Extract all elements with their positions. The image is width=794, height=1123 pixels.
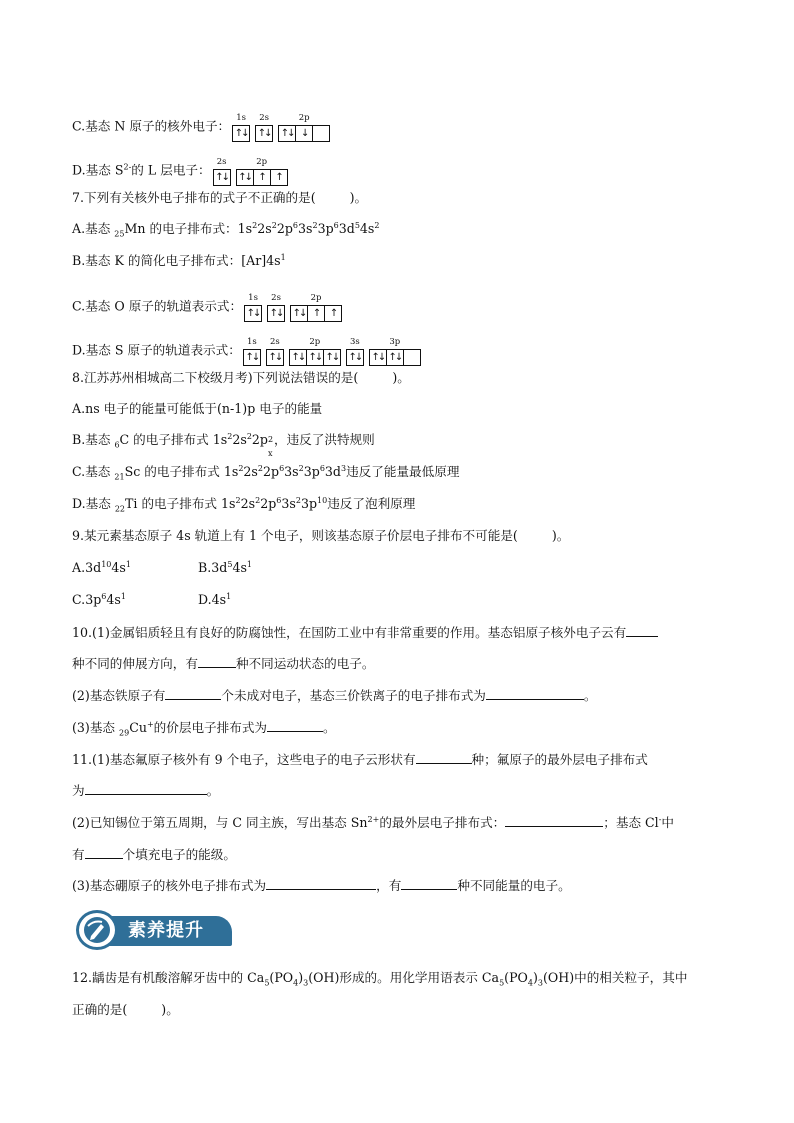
- q11-line-5: (3)基态硼原子的核外电子排布式为 ，有 种不同能量的电子。: [72, 878, 571, 893]
- orbital-label: 2p: [310, 293, 322, 303]
- orbital-group-2s: [213, 156, 231, 186]
- orbital-group-1s: [232, 112, 250, 142]
- q8-option-a: A.ns 电子的能量可能低于(n-1)p 电子的能量: [72, 401, 323, 416]
- q7-option-a: A.基态 $_{25}$Mn 的电子排布式：$1s^22s^22p^63s^23p^63d^54s^2$: [72, 220, 380, 239]
- q11-line-4: 有 个填充电子的能级。: [72, 847, 236, 862]
- q8-option-d: D.基态 $_{22}$Ti 的电子排布式 $1s^22s^22p^63s^23p^{10}$违反了泡利原理: [72, 495, 416, 514]
- q12-line-1: 12.龋齿是有机酸溶解牙齿中的 $Ca_5(PO_4)_3(OH)$形成的。用化学用语表示 $Ca_5(PO_4)_3(OH)$中的相关粒子，其中: [72, 970, 688, 988]
- orbital-box: ↑↓: [237, 170, 254, 185]
- answer-blank[interactable]: [85, 782, 207, 795]
- orbital-diagram-o: [244, 292, 347, 322]
- orbital-box: [404, 350, 420, 365]
- orbital-label: 2s: [259, 113, 270, 123]
- orbital-box: ↑↓: [257, 128, 271, 139]
- q7-option-d: D.基态 S 原子的轨道表示式： 1s ↑↓ 2s ↑↓ 2p ↑↓ ↑↓ ↑↓ 3s ↑↓ 3p ↑↓ ↑↓: [72, 336, 426, 366]
- orbital-box: ↑↓: [215, 172, 228, 183]
- orbital-label: 2p: [298, 113, 310, 123]
- q6-option-d: D.基态 $S^{2-}$的 L 层电子： 2s ↑↓ 2p ↑↓ ↑ ↑: [72, 156, 293, 186]
- orbital-label: 1s: [248, 293, 258, 303]
- orbital-group-1s: [244, 292, 262, 322]
- q8-option-b: B.基态 $_6$C 的电子排布式 $1s^22s^22p$ 2 x ，违反了洪特规则: [72, 431, 375, 458]
- q7-option-b: B.基态 K 的简化电子排布式：$[Ar]4s^1$: [72, 252, 286, 268]
- q8-option-c: C.基态 $_{21}$Sc 的电子排布式 $1s^22s^22p^63s^23p^63d^3$违反了能量最低原理: [72, 463, 460, 482]
- orbital-group-3s: [346, 336, 364, 366]
- q11-line-1: 11.(1)基态氟原子核外有 9 个电子，这些电子的电子云形状有 种；氟原子的最外层电子排布式: [72, 752, 648, 767]
- q9-stem: 9.某元素基态原子 4s 轨道上有 1 个电子，则该基态原子价层电子排布不可能是( )。: [72, 528, 570, 543]
- q12-line-2: 正确的是( )。: [72, 1002, 179, 1017]
- orbital-box: ↑↓: [268, 352, 282, 363]
- answer-blank[interactable]: [267, 719, 323, 732]
- orbital-group-2p: [278, 112, 330, 142]
- orbital-label: 2s: [216, 157, 227, 167]
- orbital-group-2p: [289, 336, 341, 366]
- orbital-box: ↑↓: [290, 350, 307, 365]
- orbital-group-2p: [236, 156, 288, 186]
- orbital-box: ↑: [275, 172, 282, 183]
- orbital-box: ↑↓: [245, 352, 259, 363]
- orbital-group-3p: [369, 336, 421, 366]
- orbital-label: 2p: [256, 157, 268, 167]
- q9-option-a: $A.3d^{10}4s^1$: [72, 559, 131, 575]
- orbital-label: 3s: [349, 337, 360, 347]
- answer-blank[interactable]: [505, 814, 603, 827]
- orbital-box: ↑↓: [387, 350, 404, 365]
- orbital-box: ↑: [308, 306, 325, 321]
- orbital-box: ↑: [254, 170, 271, 185]
- orbital-box: ↑↓: [291, 306, 308, 321]
- orbital-label: 3p: [389, 337, 401, 347]
- orbital-group-2p: [290, 292, 342, 322]
- orbital-box: ↑↓: [246, 308, 260, 319]
- orbital-diagram-s-l-shell: [213, 156, 293, 186]
- q10-line-2: 种不同的伸展方向，有 种不同运动状态的电子。: [72, 656, 375, 671]
- orbital-box: ↑: [329, 308, 337, 319]
- q10-line-1: 10.(1)金属铝质轻且有良好的防腐蚀性，在国防工业中有非常重要的作用。基态铝原子核外电子云有: [72, 624, 658, 641]
- answer-blank[interactable]: [165, 687, 221, 700]
- orbital-label: 1s: [236, 113, 247, 123]
- answer-blank[interactable]: [626, 624, 658, 637]
- orbital-box: [313, 126, 329, 141]
- orbital-box: ↑↓: [325, 352, 339, 363]
- orbital-box: ↑↓: [279, 126, 296, 141]
- answer-blank[interactable]: [416, 751, 472, 764]
- section-banner: [76, 910, 234, 950]
- orbital-box: ↑↓: [370, 350, 387, 365]
- q9-option-c: $C.3p^64s^1$: [72, 591, 126, 607]
- orbital-group-2s: [267, 292, 285, 322]
- orbital-group-1s: [243, 336, 261, 366]
- answer-blank[interactable]: [486, 687, 584, 700]
- pencil-badge-icon: [76, 910, 118, 950]
- answer-blank[interactable]: [85, 846, 123, 859]
- q8-stem: 8.江苏苏州相城高二下校级月考)下列说法错误的是( )。: [72, 370, 410, 385]
- q7-stem: 7.下列有关核外电子排布的式子不正确的是( )。: [72, 190, 368, 205]
- answer-blank[interactable]: [198, 655, 236, 668]
- q7-option-c: C.基态 O 原子的轨道表示式： 1s ↑↓ 2s ↑↓ 2p ↑↓ ↑ ↑: [72, 292, 347, 322]
- orbital-diagram-s: [243, 336, 426, 366]
- banner-title: 素养提升: [128, 920, 204, 941]
- orbital-diagram-n: [232, 112, 335, 142]
- answer-blank[interactable]: [401, 877, 457, 890]
- answer-blank[interactable]: [266, 877, 376, 890]
- q11-line-3: (2)已知锡位于第五周期，与 C 同主族，写出基态 $Sn^{2+}$的最外层电子排布式： ；基态 Cl-中: [72, 814, 674, 830]
- orbital-box: ↑↓: [307, 350, 324, 365]
- orbital-label: 2p: [309, 337, 321, 347]
- orbital-label: 1s: [246, 337, 257, 347]
- q9-option-b: $B.3d^54s^1$: [198, 559, 253, 575]
- orbital-label: 2s: [269, 337, 280, 347]
- orbital-box: ↓: [296, 126, 313, 141]
- q10-line-4: (3)基态 $_{29}$Cu+的价层电子排布式为 。: [72, 719, 336, 738]
- orbital-label: 2s: [271, 293, 281, 303]
- orbital-group-2s: [255, 112, 273, 142]
- orbital-box: ↑↓: [269, 308, 283, 319]
- q9-option-d: $D.4s^1$: [198, 591, 232, 607]
- orbital-group-2s: [266, 336, 284, 366]
- q6-option-c: C.基态 N 原子的核外电子： 1s ↑↓ 2s ↑↓ 2p ↑↓ ↓: [72, 112, 335, 142]
- orbital-box: ↑↓: [348, 352, 362, 363]
- q11-line-2: 为 。: [72, 783, 220, 798]
- q10-line-3: (2)基态铁原子有 个未成对电子，基态三价铁离子的电子排布式为 。: [72, 688, 597, 703]
- orbital-box: ↑↓: [234, 128, 248, 139]
